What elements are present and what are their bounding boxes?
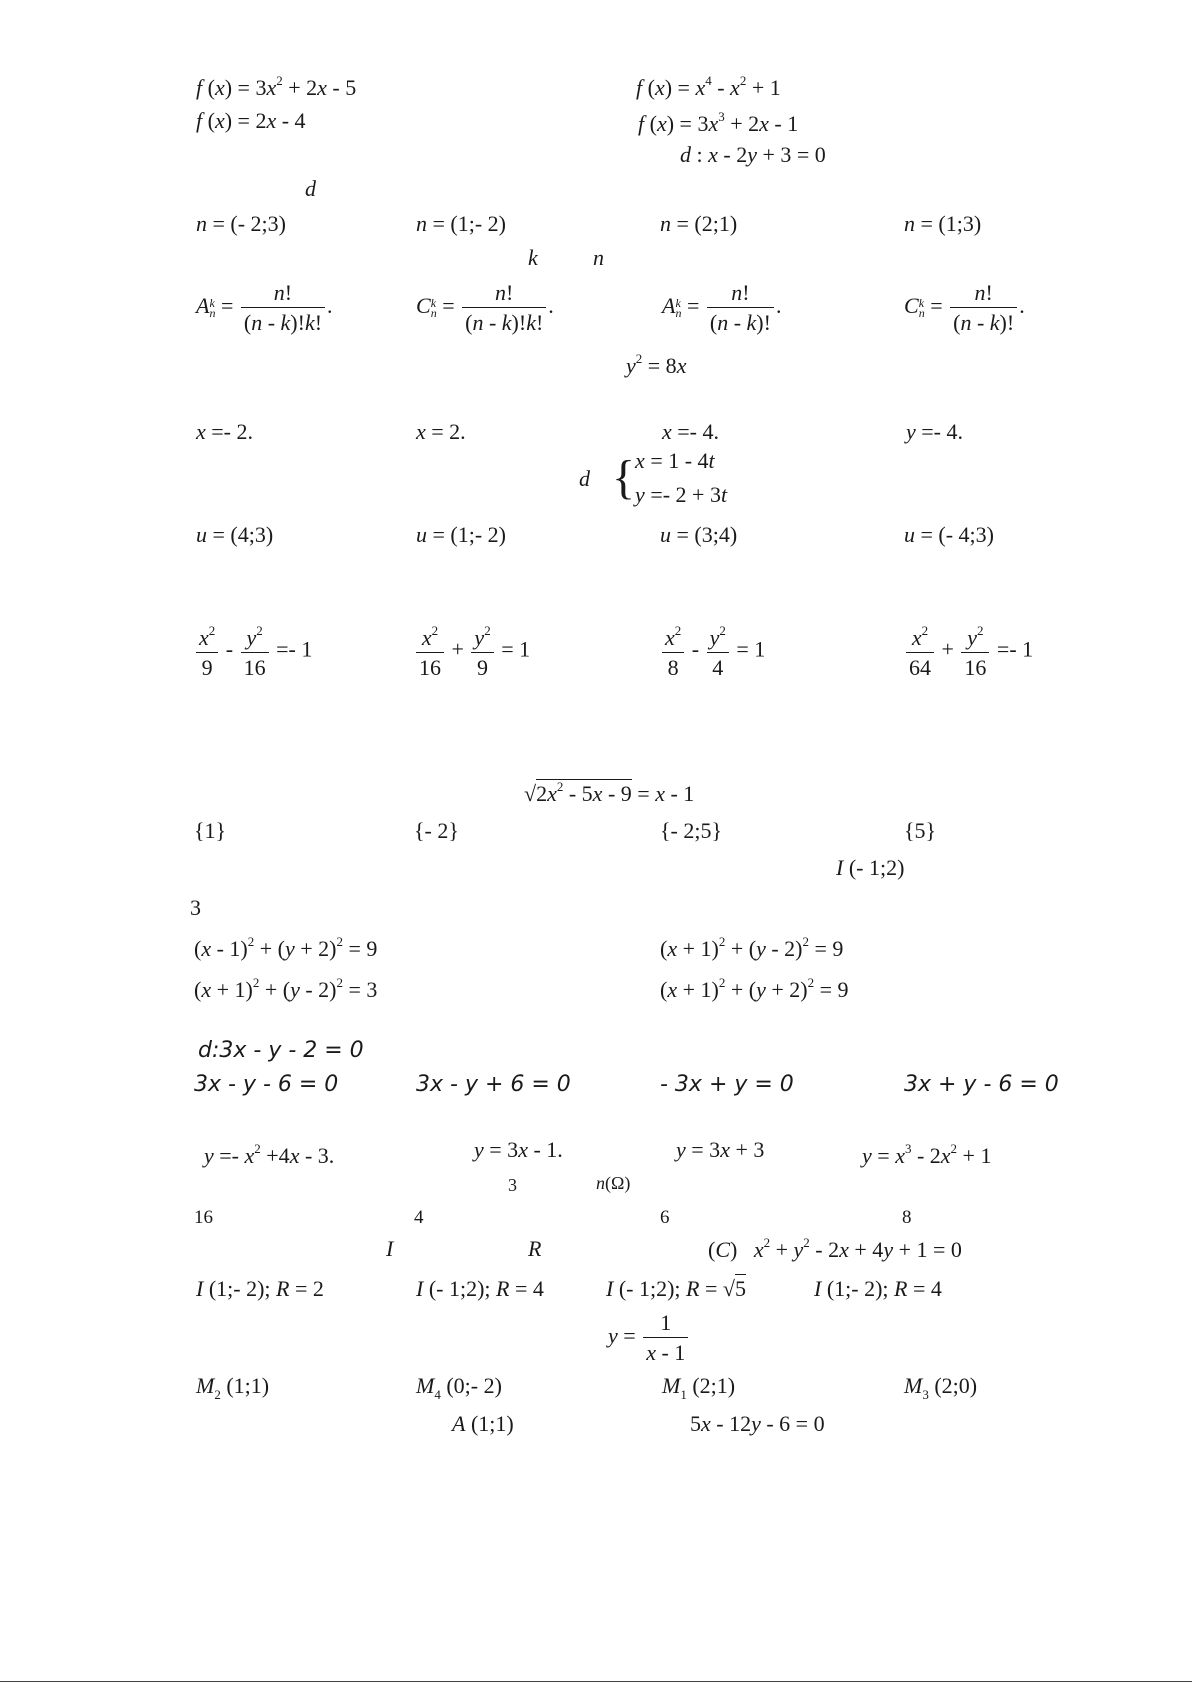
q8-option-a: $(x - 1)^2 + (y + 2)^2 = 9$ <box>194 934 378 961</box>
q12-option-a: I (1;- 2); R = 2 <box>196 1276 324 1301</box>
q1-option-a: f $(x) = 3x^2 + 2x - 5$ <box>196 73 357 100</box>
q5-option-c: u = (3;4) <box>660 522 738 547</box>
q9-line: d:3x - y - 2 = 0 <box>198 1038 364 1063</box>
q5-option-b: u = (1;- 2) <box>416 522 506 547</box>
q10-option-b: y = 3x - 1. <box>474 1137 563 1162</box>
q2-variable-d: d <box>305 176 316 201</box>
q13-option-a: $M_2$ (1;1) <box>196 1373 270 1402</box>
q7-equation: $√2x^2 - 5x - 9 = x - 1$ <box>524 779 695 806</box>
q12-circle-equation: (C) $x^2 + y^2 - 2x + 4y + 1 = 0$ <box>708 1235 962 1262</box>
q1-option-c: f (x) = 2x - 4 <box>196 108 306 133</box>
q7-option-b: {- 2} <box>414 818 459 843</box>
q13-option-d: $M_3$ (2;0) <box>904 1373 978 1402</box>
q10-option-d: $y = x^3 - 2x^2 + 1$ <box>862 1141 992 1168</box>
q9-option-a: 3x - y - 6 = 0 <box>194 1072 339 1097</box>
q6-option-a: $\frac{x^2}{9}$ - $\frac{y^2}{16}$ =- 1 <box>194 624 312 679</box>
q4-option-a: x =- 2. <box>196 419 253 444</box>
q3-variable-k: k <box>528 245 538 270</box>
q11-option-b: 4 <box>414 1207 424 1228</box>
q13-option-c: $M_1$ (2;1) <box>662 1373 736 1402</box>
q11-number: 3 <box>508 1175 517 1195</box>
q14-line: 5x - 12y - 6 = 0 <box>690 1411 825 1436</box>
q11-option-c: 6 <box>660 1207 670 1228</box>
q8-center: I (- 1;2) <box>836 855 905 880</box>
q2-option-d: n = (1;3) <box>904 211 982 236</box>
q13-function: y = $\frac{1}{x - 1}$ <box>608 1312 690 1364</box>
q3-option-d: C k n = $\frac{n!}{(n - k)!}$ . <box>904 280 1025 335</box>
q6-option-d: $\frac{x^2}{64}$ + $\frac{y^2}{16}$ =- 1 <box>904 624 1033 679</box>
q4-option-c: x =- 4. <box>662 419 719 444</box>
q3-option-b: C k n = $\frac{n!}{(n - k)!k!}$ . <box>416 280 554 335</box>
q3-option-a: A k n = $\frac{n!}{(n - k)!k!}$ . <box>196 280 333 335</box>
q12-variable-I: I <box>386 1236 394 1261</box>
q6-option-c: $\frac{x^2}{8}$ - $\frac{y^2}{4}$ = 1 <box>660 624 765 679</box>
q9-option-b: 3x - y + 6 = 0 <box>416 1072 571 1097</box>
q12-option-c: I (- 1;2); R = √5 <box>606 1276 746 1301</box>
q11-option-d: 8 <box>902 1207 912 1228</box>
q4-parabola: $y^2 = 8x$ <box>626 351 687 378</box>
q11-omega: n(Ω) <box>596 1173 631 1193</box>
q8-option-d: $(x + 1)^2 + (y + 2)^2 = 9$ <box>660 975 849 1002</box>
q7-option-d: {5} <box>904 818 937 843</box>
q12-option-d: I (1;- 2); R = 4 <box>814 1276 942 1301</box>
q9-option-d: 3x + y - 6 = 0 <box>904 1072 1059 1097</box>
q9-option-c: - 3x + y = 0 <box>660 1072 794 1097</box>
q13-option-b: $M_4$ (0;- 2) <box>416 1373 502 1402</box>
q2-option-b: n = (1;- 2) <box>416 211 506 236</box>
q4-option-b: x = 2. <box>416 419 466 444</box>
q7-option-a: {1} <box>194 818 227 843</box>
q12-variable-R: R <box>528 1236 542 1261</box>
q10-option-c: y = 3x + 3 <box>676 1137 765 1162</box>
q1-option-b: f $(x) = x^4 - x^2 + 1$ <box>636 73 781 100</box>
q14-point: A (1;1) <box>452 1411 514 1436</box>
q2-option-a: n = (- 2;3) <box>196 211 286 236</box>
q6-option-b: $\frac{x^2}{16}$ + $\frac{y^2}{9}$ = 1 <box>414 624 530 679</box>
q2-option-c: n = (2;1) <box>660 211 738 236</box>
q8-radius: 3 <box>190 895 201 920</box>
page-bottom-rule <box>0 1681 1192 1682</box>
q3-option-c: A k n = $\frac{n!}{(n - k)!}$ . <box>662 280 782 335</box>
q1-option-d: f $(x) = 3x^3 + 2x - 1$ <box>638 109 799 136</box>
q7-option-c: {- 2;5} <box>660 818 723 843</box>
q8-option-b: $(x + 1)^2 + (y - 2)^2 = 9$ <box>660 934 844 961</box>
q3-variable-n: n <box>593 245 604 270</box>
q8-option-c: $(x + 1)^2 + (y - 2)^2 = 3$ <box>194 975 378 1002</box>
q5-option-a: u = (4;3) <box>196 522 274 547</box>
q4-option-d: y =- 4. <box>906 419 963 444</box>
q10-option-a: $y =- x^2 +4x - 3$. <box>204 1141 335 1168</box>
q5-option-d: u = (- 4;3) <box>904 522 994 547</box>
q5-parametric-system: { x = 1 - 4t y =- 2 + 3t <box>612 448 728 507</box>
q5-variable-d: d <box>579 466 590 491</box>
q2-line-equation: d : x - 2y + 3 = 0 <box>680 142 826 167</box>
q12-option-b: I (- 1;2); R = 4 <box>416 1276 544 1301</box>
q11-option-a: 16 <box>194 1207 213 1228</box>
